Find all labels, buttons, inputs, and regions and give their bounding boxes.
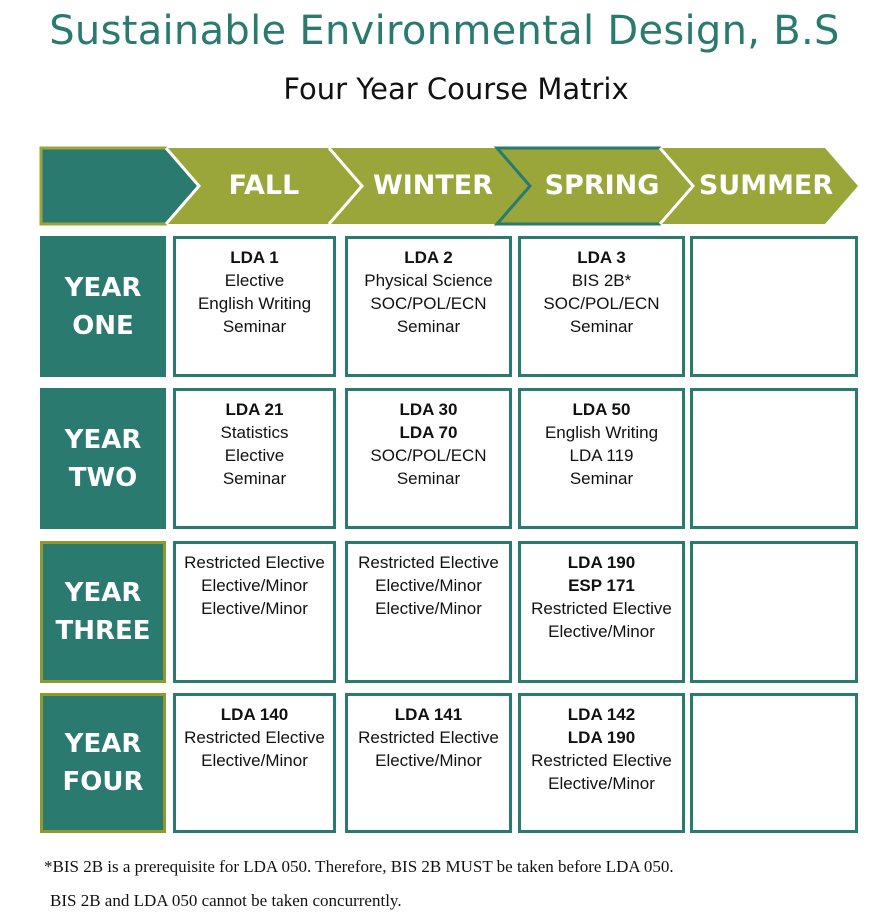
course-item: Elective [224,446,285,465]
year-label-line1: YEAR [64,729,142,759]
course-item: Seminar [222,317,287,336]
course-item: Elective/Minor [375,751,482,770]
course-item: Restricted Elective [358,728,499,747]
course-item: Restricted Elective [184,553,325,572]
year-label-line2: FOUR [62,767,144,797]
course-item: English Writing [197,294,312,313]
course-cell-winter [345,541,512,683]
course-cell-fall [173,693,336,833]
course-code: LDA 21 [225,400,284,419]
course-item: SOC/POL/ECN [370,446,487,465]
course-item: SOC/POL/ECN [543,294,660,313]
course-item: Seminar [569,469,634,488]
course-item: SOC/POL/ECN [370,294,487,313]
course-item: BIS 2B* [571,271,632,290]
season-label-summer: SUMMER [698,170,834,201]
course-item: Elective/Minor [201,599,308,618]
course-code: LDA 142 [567,705,636,724]
course-cell-summer [690,236,858,377]
year-two-label [40,388,166,529]
course-item: English Writing [544,423,659,442]
year-one-label [40,236,166,377]
course-cell-winter [345,236,512,377]
course-code: LDA 190 [567,728,636,747]
course-cell-spring [518,388,685,529]
course-code: LDA 50 [572,400,631,419]
course-item: Seminar [396,317,461,336]
course-code: LDA 3 [577,248,626,267]
year-three-label [40,541,166,683]
season-label-spring: SPRING [544,170,660,201]
course-item: Seminar [396,469,461,488]
course-item: Restricted Elective [531,751,672,770]
course-cell-winter [345,388,512,529]
course-item: Elective/Minor [548,622,655,641]
course-cell-spring [518,541,685,683]
course-cell-summer [690,388,858,529]
course-item: Elective [224,271,285,290]
course-item: Elective/Minor [375,576,482,595]
course-code: LDA 141 [394,705,463,724]
course-code: LDA 30 [399,400,458,419]
course-item: Restricted Elective [184,728,325,747]
course-item: Statistics [220,423,289,442]
course-code: LDA 1 [230,248,279,267]
course-item: Seminar [569,317,634,336]
season-label-winter: WINTER [372,170,494,201]
course-item: Restricted Elective [531,599,672,618]
season-label-fall: FALL [228,170,300,201]
course-code: LDA 2 [404,248,453,267]
course-code: LDA 70 [399,423,458,442]
footnote-concurrency: BIS 2B and LDA 050 cannot be taken concurrently. [50,891,402,910]
course-cell-summer [690,693,858,833]
course-cell-fall [173,541,336,683]
course-code: ESP 171 [568,576,635,595]
course-cell-winter [345,693,512,833]
course-item: Seminar [222,469,287,488]
course-cell-spring [518,236,685,377]
course-item: Elective/Minor [201,751,308,770]
course-item: LDA 119 [569,446,634,465]
course-item: Elective/Minor [548,774,655,793]
course-cell-summer [690,541,858,683]
course-item: Physical Science [364,271,493,290]
course-code: LDA 140 [220,705,289,724]
year-label-line1: YEAR [64,272,142,303]
course-cell-fall [173,388,336,529]
course-item: Elective/Minor [375,599,482,618]
year-label-line1: YEAR [64,578,142,608]
footnote-prerequisite: *BIS 2B is a prerequisite for LDA 050. Therefore, BIS 2B MUST be taken before LDA 050. [44,857,674,876]
course-item: Elective/Minor [201,576,308,595]
year-label-line2: ONE [72,310,134,341]
page-subtitle: Four Year Course Matrix [283,72,629,106]
course-cell-fall [173,236,336,377]
course-code: LDA 190 [567,553,636,572]
year-four-label [40,693,166,833]
page-title: Sustainable Environmental Design, B.S [49,8,840,54]
year-label-line2: THREE [55,616,151,646]
course-item: Restricted Elective [358,553,499,572]
course-cell-spring [518,693,685,833]
year-label-line2: TWO [68,462,138,493]
year-label-line1: YEAR [64,424,142,455]
